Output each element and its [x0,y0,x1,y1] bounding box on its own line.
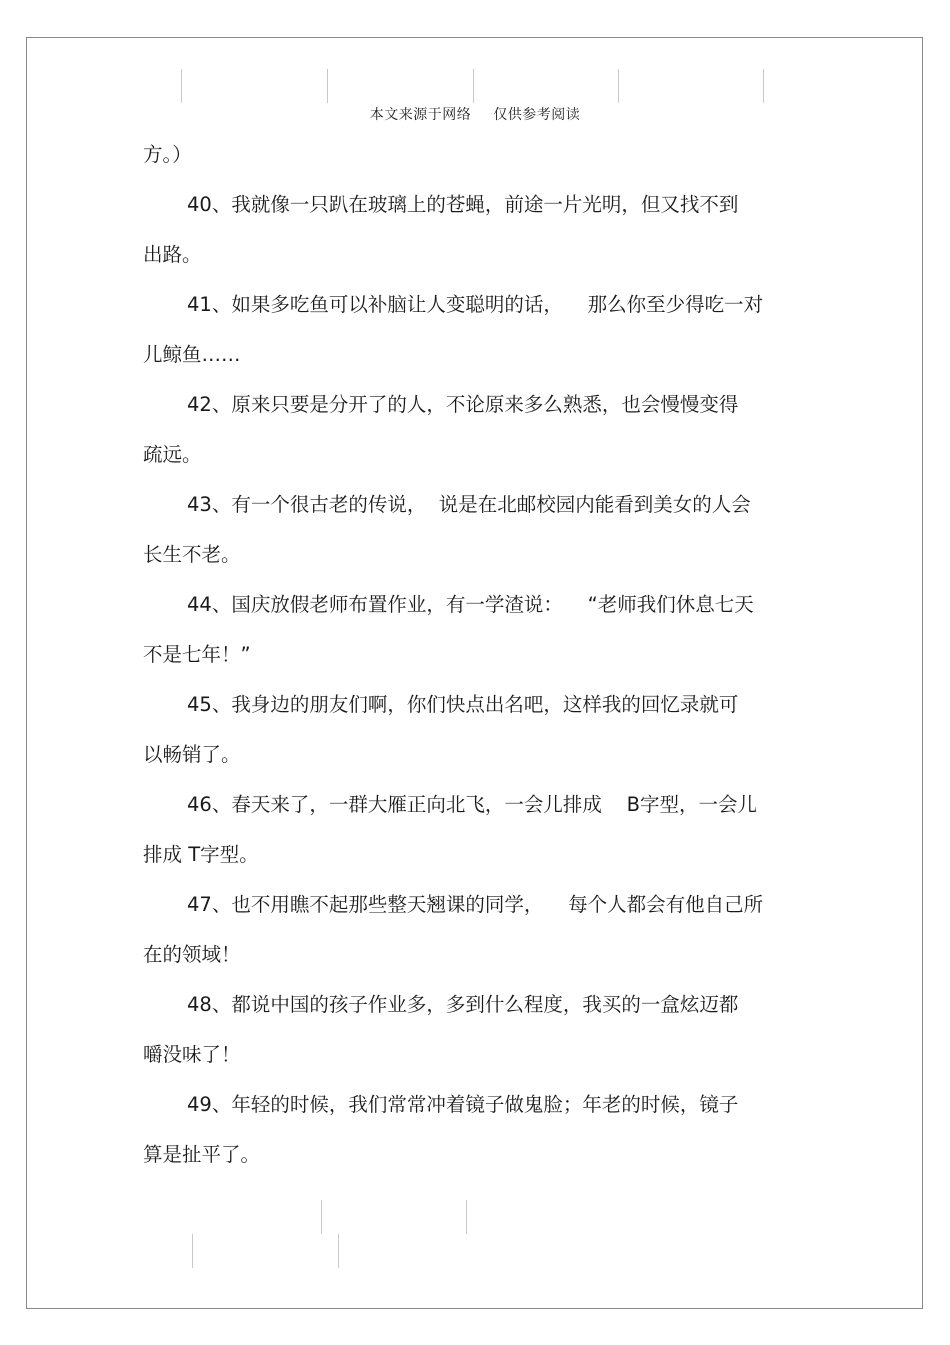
bottom-divider-2 [466,1200,467,1234]
paragraph-line: 出路。 [143,243,202,266]
top-divider-4 [618,69,619,103]
header-source-text: 本文来源于网络 [369,107,472,123]
paragraph-line: 在的领域！ [143,943,241,966]
paragraph-line: 41、如果多吃鱼可以补脑让人变聪明的话， 那么你至少得吃一对 [187,293,764,316]
paragraph-line: 长生不老。 [143,543,241,566]
paragraph-line: 方。） [143,143,192,166]
paragraph-line: 儿鲸鱼…… [143,343,241,366]
paragraph-line: 45、我身边的朋友们啊，你们快点出名吧，这样我的回忆录就可 [187,693,739,716]
paragraph-line: 48、都说中国的孩子作业多，多到什么程度，我买的一盒炫迈都 [187,993,739,1016]
paragraph-line: 43、有一个很古老的传说， 说是在北邮校园内能看到美女的人会 [187,493,751,516]
top-divider-5 [763,69,764,103]
paragraph-line: 42、原来只要是分开了的人，不论原来多么熟悉，也会慢慢变得 [187,393,739,416]
top-divider-3 [473,69,474,103]
paragraph-line: 以畅销了。 [143,743,241,766]
paragraph-line: 49、年轻的时候，我们常常冲着镜子做鬼脸；年老的时候，镜子 [187,1093,739,1116]
header-note-text: 仅供参考阅读 [493,107,581,123]
paragraph-line: 嚼没味了！ [143,1043,241,1066]
document-body [143,130,823,1180]
bottom-divider-4 [338,1234,339,1268]
paragraph-line: 不是七年！” [143,643,251,666]
bottom-divider-1 [321,1200,322,1234]
page-header-note [0,104,950,124]
paragraph-line: 排成 T字型。 [143,843,259,866]
paragraph-line: 46、春天来了，一群大雁正向北飞，一会儿排成 B字型，一会儿 [187,793,757,816]
paragraph-line: 47、也不用瞧不起那些整天翘课的同学， 每个人都会有他自己所 [187,893,764,916]
top-divider-1 [181,69,182,103]
top-divider-2 [327,69,328,103]
paragraph-line: 疏远。 [143,443,202,466]
paragraph-line: 算是扯平了。 [143,1143,261,1166]
paragraph-line: 44、国庆放假老师布置作业，有一学渣说： “老师我们休息七天 [187,593,754,616]
paragraph-line: 40、我就像一只趴在玻璃上的苍蝇，前途一片光明，但又找不到 [187,193,739,216]
bottom-divider-3 [192,1234,193,1268]
